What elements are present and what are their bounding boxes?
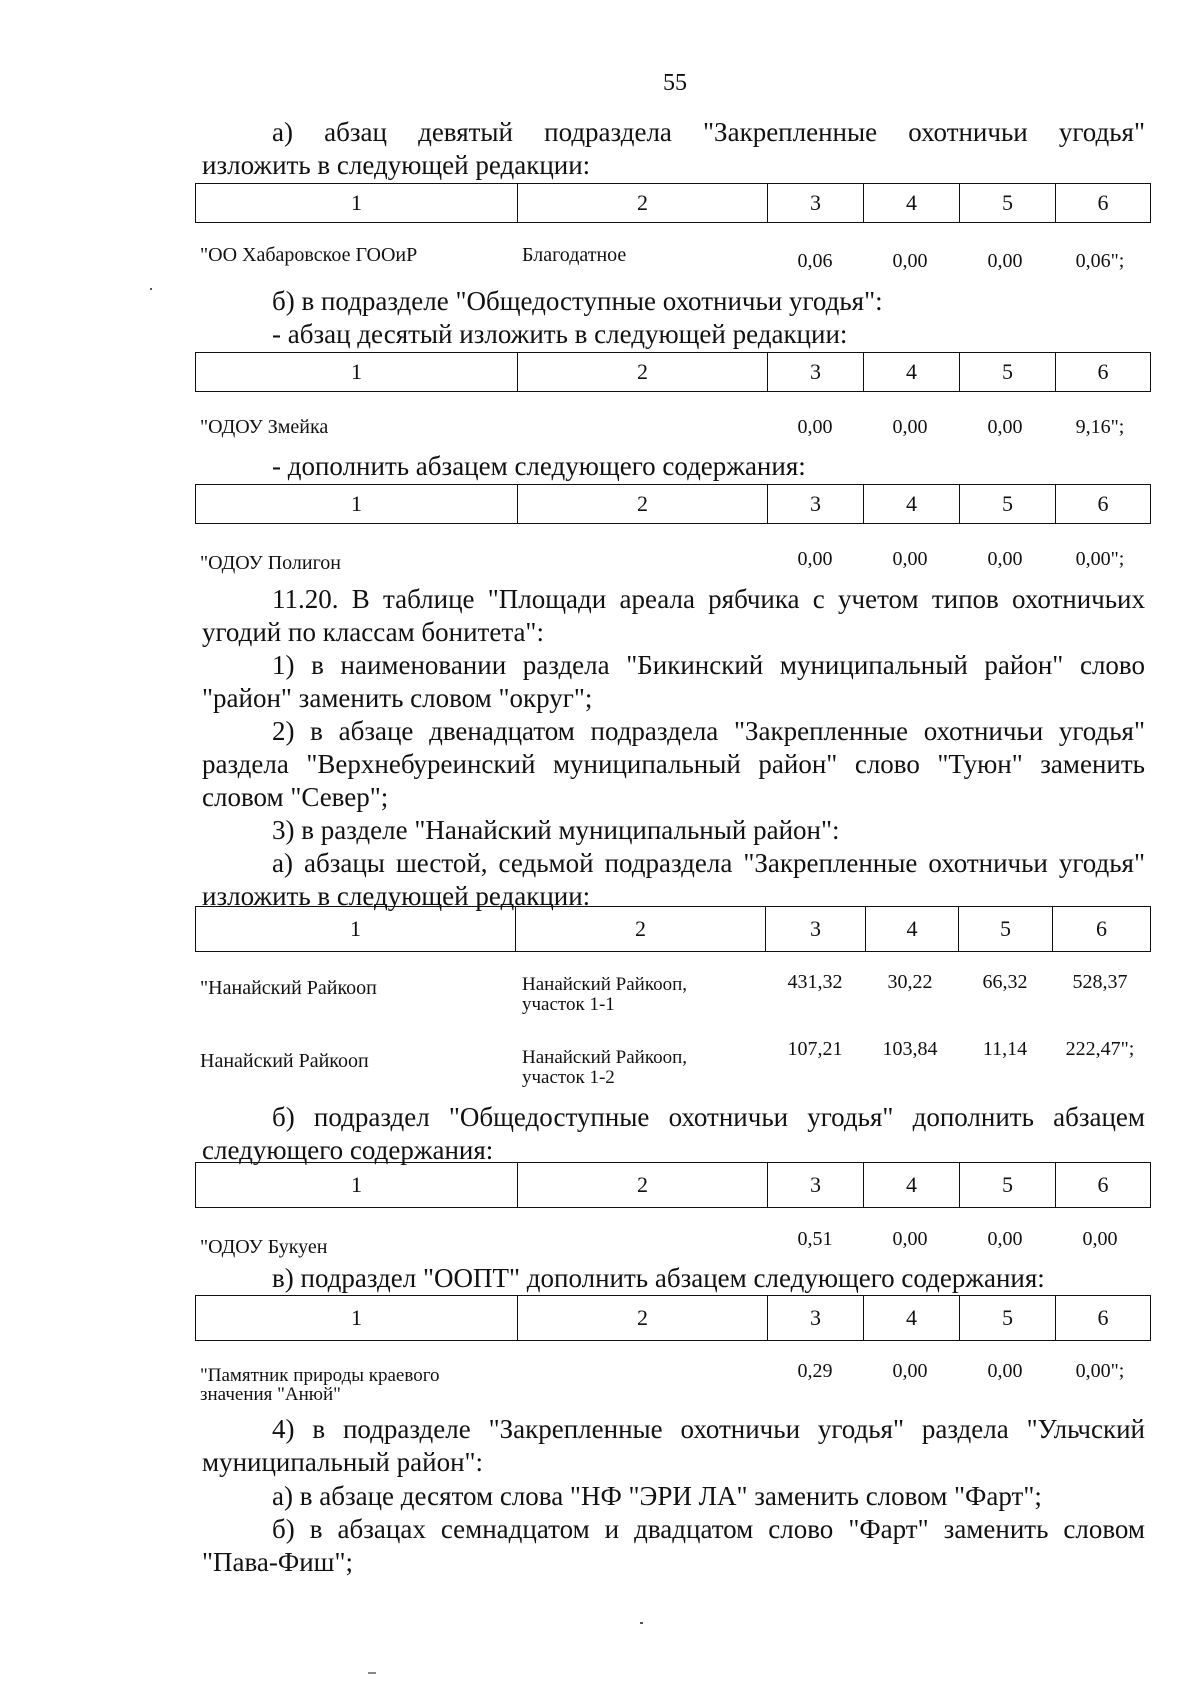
header-cell-3: 3 [768,353,864,392]
row-value-4: 0,00 [892,250,928,272]
header-cell-4: 4 [864,184,960,223]
row-value-4: 0,00 [892,416,928,438]
paragraph-3v: в) подраздел "ООПТ" дополнить абзацем следующего содержания: [272,1263,1045,1293]
header-cell-5: 5 [960,485,1056,524]
header-cell-1: 1 [196,1163,518,1208]
row-value-6: 222,47"; [1065,1038,1135,1060]
row-value-6: 0,00"; [1075,1360,1125,1382]
row-value-4: 0,00 [892,1360,928,1382]
row-value-5: 0,00 [987,1360,1023,1382]
header-cell-6: 6 [1056,1296,1151,1341]
row-value-5: 11,14 [982,1038,1028,1060]
header-table-5 [195,1162,1151,1208]
header-cell-1: 1 [196,353,518,392]
header-cell-6: 6 [1056,485,1151,524]
header-table-4 [195,906,1151,952]
row-value-5: 0,00 [987,548,1023,570]
header-cell-5: 5 [960,1163,1056,1208]
row-value-3: 0,00 [797,548,833,570]
row-value-5: 66,32 [982,971,1028,993]
header-cell-6: 6 [1056,353,1151,392]
header-cell-6: 6 [1056,1163,1151,1208]
paragraph-11-20: 11.20. В таблице "Площади ареала рябчика с учетом типов охотничьих угодий по классам бонитета": [202,584,1145,647]
header-cell-2: 2 [518,485,768,524]
header-cell-4: 4 [864,485,960,524]
row-area-line1: Нанайский Райкооп, [522,974,688,995]
header-table-3 [195,484,1151,524]
header-cell-2: 2 [516,907,766,952]
row-value-4: 30,22 [887,971,933,993]
paragraph-b1-sub: - абзац десятый изложить в следующей редакции: [272,319,848,349]
row-value-4: 0,00 [892,548,928,570]
header-cell-5: 5 [960,1296,1056,1341]
header-cell-2: 2 [518,1163,768,1208]
row-name: Нанайский Райкооп [200,1050,369,1072]
row-name-line2: значения "Анюй" [200,1384,341,1405]
row-value-6: 0,00"; [1075,548,1125,570]
row-name: "ОДОУ Полигон [200,552,342,574]
header-cell-4: 4 [864,353,960,392]
paragraph-a1-continuation: изложить в следующей редакции: [202,150,591,180]
header-cell-2: 2 [518,1296,768,1341]
paragraph-3: 3) в разделе "Нанайский муниципальный район": [272,815,840,845]
row-value-6: 9,16"; [1075,416,1125,438]
row-name: "ОДОУ Букуен [200,1236,328,1258]
scan-speck [150,288,152,290]
row-value-5: 0,00 [987,416,1023,438]
row-area: Благодатное [522,244,627,266]
scan-speck [368,1672,376,1674]
row-area-line2: участок 1-2 [522,1067,615,1088]
row-value-3: 0,29 [797,1360,833,1382]
row-value-6: 528,37 [1072,971,1128,993]
header-cell-3: 3 [768,1296,864,1341]
row-value-3: 431,32 [787,971,843,993]
header-table-2 [195,352,1151,392]
row-value-4: 103,84 [882,1038,938,1060]
row-name: "Нанайский Райкооп [200,977,377,999]
header-cell-2: 2 [518,184,768,223]
paragraph-b1: б) в подразделе "Общедоступные охотничьи угодья": [272,286,883,316]
row-area-line1: Нанайский Райкооп, [522,1047,688,1068]
header-cell-6: 6 [1056,184,1151,223]
header-cell-4: 4 [866,907,959,952]
header-cell-5: 5 [960,184,1056,223]
header-cell-4: 4 [864,1296,960,1341]
row-value-3: 0,51 [797,1228,833,1250]
header-cell-5: 5 [960,353,1056,392]
paragraph-b1-sub2: - дополнить абзацем следующего содержания: [272,451,806,481]
header-cell-3: 3 [768,184,864,223]
row-name-line1: "Памятник природы краевого [200,1365,440,1386]
header-cell-1: 1 [196,184,518,223]
header-cell-2: 2 [518,353,768,392]
header-table-1 [195,183,1151,223]
row-name: "ОДОУ Змейка [200,416,329,438]
header-cell-3: 3 [768,1163,864,1208]
page-number: 55 [663,70,687,96]
row-value-4: 0,00 [892,1228,928,1250]
header-cell-1: 1 [196,485,518,524]
paragraph-4b: б) в абзацах семнадцатом и двадцатом слово "Фарт" заменить словом "Пава-Фиш"; [202,1514,1145,1577]
header-table-6 [195,1295,1151,1341]
row-value-5: 0,00 [987,250,1023,272]
paragraph-4: 4) в подразделе "Закрепленные охотничьи угодья" раздела "Ульчский муниципальный район": [202,1414,1145,1477]
paragraph-3a: а) абзацы шестой, седьмой подраздела "Закрепленные охотничьи угодья" изложить в следующей редакции: [202,848,1145,911]
header-cell-1: 1 [196,907,516,952]
scan-speck [640,1622,643,1624]
row-value-5: 0,00 [987,1228,1023,1250]
row-area-line2: участок 1-1 [522,994,615,1015]
row-value-6: 0,00 [1082,1228,1118,1250]
paragraph-3b: б) подраздел "Общедоступные охотничьи угодья" дополнить абзацем следующего содержания: [202,1102,1145,1165]
paragraph-a1: а) абзац девятый подраздела "Закрепленные охотничьи угодья" [272,117,1145,147]
row-value-3: 0,06 [797,250,833,272]
header-cell-3: 3 [766,907,866,952]
row-value-6: 0,06"; [1075,250,1125,272]
paragraph-1: 1) в наименовании раздела "Бикинский муниципальный район" слово "район" заменить словом "округ"; [202,650,1145,713]
row-value-3: 0,00 [797,416,833,438]
header-cell-4: 4 [864,1163,960,1208]
header-cell-3: 3 [768,485,864,524]
header-cell-5: 5 [959,907,1053,952]
header-cell-6: 6 [1053,907,1151,952]
row-name: "ОО Хабаровское ГООиР [200,244,418,266]
row-value-3: 107,21 [787,1038,843,1060]
paragraph-2: 2) в абзаце двенадцатом подраздела "Закрепленные охотничьи угодья" раздела "Верхнебуреинский муниципальный район" слово "Туюн" заменить словом "Север"; [202,716,1145,812]
paragraph-4a: а) в абзаце десятом слова "НФ "ЭРИ ЛА" заменить словом "Фарт"; [272,1481,1042,1511]
header-cell-1: 1 [196,1296,518,1341]
